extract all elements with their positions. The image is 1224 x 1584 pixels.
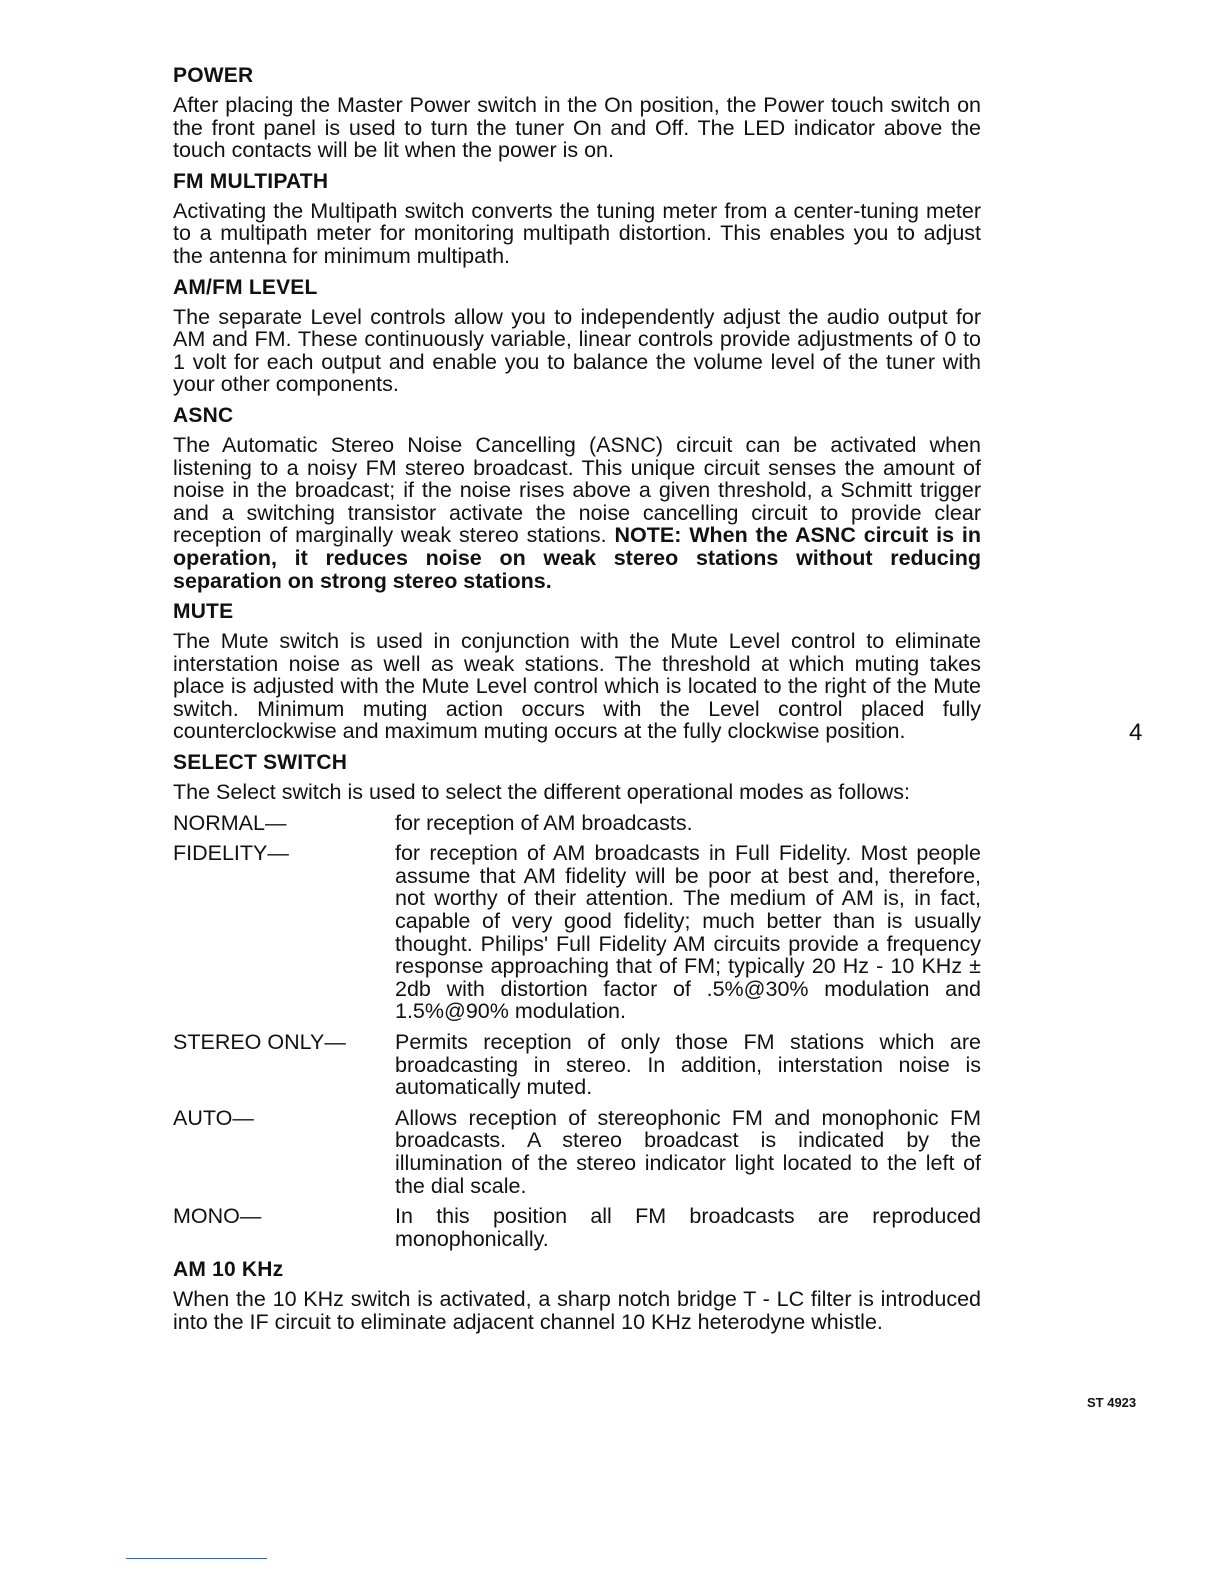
- section-fm-multipath: [173, 170, 981, 268]
- mode-item-auto: [173, 1107, 981, 1197]
- asnc-note: NOTE: When the ASNC circuit is in operation, it reduces noise on weak stereo stations without reducing separation on strong stereo stations.: [173, 523, 981, 593]
- mode-term: AUTO—: [173, 1105, 254, 1130]
- section-title: POWER: [173, 64, 254, 87]
- mode-description: In this position all FM broadcasts are reproduced monophonically.: [395, 1204, 981, 1251]
- section-select-switch: [173, 751, 981, 1250]
- section-title: AM/FM LEVEL: [173, 275, 318, 299]
- document-code: ST 4923: [1087, 1395, 1137, 1410]
- section-title: SELECT SWITCH: [173, 751, 348, 775]
- section-power: [173, 64, 981, 162]
- section-asnc: [173, 404, 981, 592]
- mode-item-fidelity: [173, 842, 981, 1023]
- section-mute: [173, 600, 981, 743]
- section-text: The Mute switch is used in conjunction with the Mute Level control to eliminate interstation noise as well as weak stations. The threshold at which muting takes place is adjusted with the Mute Level control which is located to the right of the Mute switch. Minimum muting action occurs with the Level control placed fully counterclockwise and maximum muting occurs at the fully clockwise position.: [173, 629, 981, 744]
- section-title: AM 10 KHz: [173, 1258, 284, 1282]
- section-text: When the 10 KHz switch is activated, a sharp notch bridge T - LC filter is introduced into the IF circuit to eliminate adjacent channel 10 KHz heterodyne whistle.: [173, 1287, 981, 1334]
- section-title: FM MULTIPATH: [173, 169, 329, 193]
- mode-item-mono: [173, 1205, 981, 1250]
- section-text: After placing the Master Power switch in the On position, the Power touch switch on the front panel is used to turn the tuner On and Off. The LED indicator above the touch contacts will be lit when the power is on.: [173, 93, 981, 163]
- section-intro: The Select switch is used to select the different operational modes as follows:: [173, 780, 910, 805]
- mode-term: NORMAL—: [173, 810, 287, 835]
- mode-description: for reception of AM broadcasts in Full Fidelity. Most people assume that AM fidelity will be poor at best and, therefore, not worthy of their attention. The medium of AM is, in fact, capable of very good fidelity; much better than is usually thought. Philips' Full Fidelity AM circuits provide a frequency response approaching that of FM; typically 20 Hz - 10 KHz ± 2db with distortion factor of .5%@30% modulation and 1.5%@90% modulation.: [395, 841, 981, 1024]
- mode-description: Permits reception of only those FM stations which are broadcasting in stereo. In addition, interstation noise is automatically muted.: [395, 1030, 981, 1100]
- asnc-body: The Automatic Stereo Noise Cancelling (ASNC) circuit can be activated when listening to a noisy FM stereo broadcast. This unique circuit senses the amount of noise in the broadcast; if the noise rises above a given threshold, a Schmitt trigger and a switching transistor activate the noise cancelling circuit to provide clear reception of marginally weak stereo stations.: [173, 432, 981, 548]
- mode-term: STEREO ONLY—: [173, 1030, 346, 1054]
- manual-page-content: [173, 64, 981, 1342]
- mode-description: Allows reception of stereophonic FM and monophonic FM broadcasts. A stereo broadcast is indicated by the illumination of the stereo indicator light located to the left of the dial scale.: [395, 1105, 981, 1198]
- section-title: MUTE: [173, 600, 234, 624]
- section-title: ASNC: [173, 403, 234, 427]
- section-text: [173, 434, 981, 592]
- mode-term: MONO—: [173, 1204, 262, 1229]
- section-text: The separate Level controls allow you to independently adjust the audio output for AM and FM. These continuously variable, linear controls provide adjustments of 0 to 1 volt for each output and enable you to balance the volume level of the tuner with your other components.: [173, 304, 981, 397]
- section-am-fm-level: [173, 276, 981, 396]
- mode-item-normal: [173, 812, 981, 835]
- mode-description: for reception of AM broadcasts.: [395, 810, 693, 835]
- page-number: 4: [1129, 719, 1143, 746]
- mode-item-stereo-only: [173, 1031, 981, 1099]
- mode-term: FIDELITY—: [173, 841, 289, 866]
- section-text: Activating the Multipath switch converts the tuning meter from a center-tuning meter to a multipath meter for monitoring multipath distortion. This enables you to adjust the antenna for minimum multipath.: [173, 198, 981, 268]
- section-am-10khz: [173, 1258, 981, 1333]
- mode-list: [173, 812, 981, 1251]
- footer-divider: [126, 1558, 267, 1559]
